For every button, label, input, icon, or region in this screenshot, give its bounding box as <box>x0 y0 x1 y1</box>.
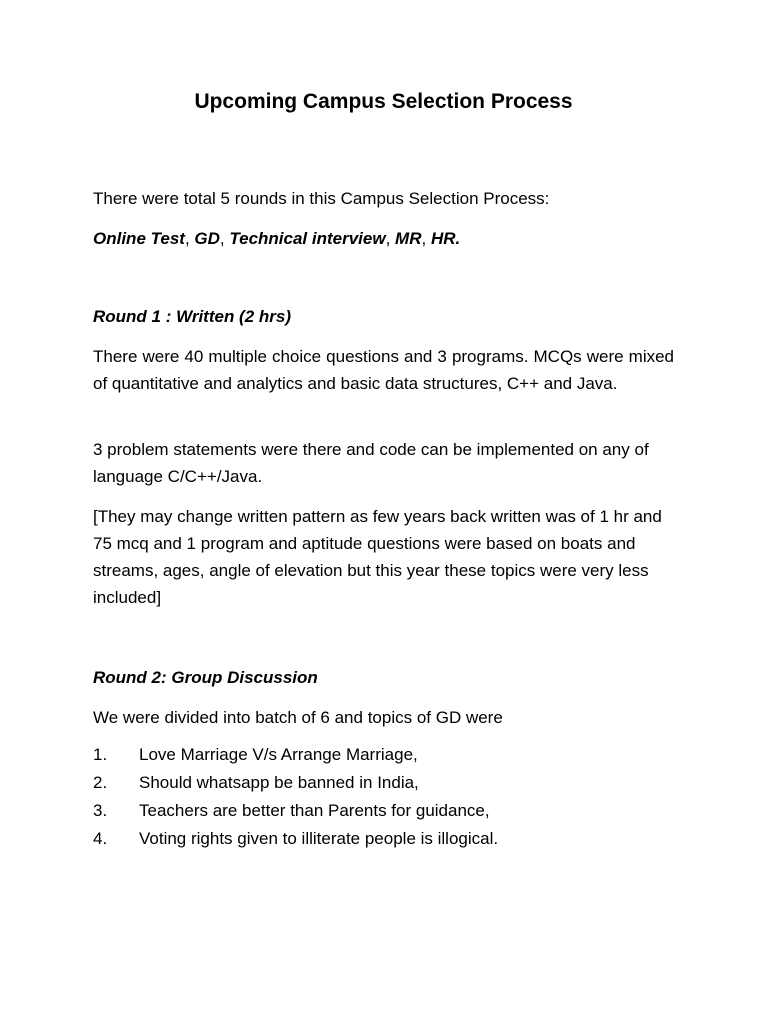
list-item <box>93 797 674 825</box>
intro-paragraph: There were total 5 rounds in this Campus Selection Process: <box>93 189 550 208</box>
list-number: 2. <box>93 773 108 792</box>
list-item <box>93 769 674 797</box>
list-item <box>93 741 674 769</box>
round1-note: [They may change written pattern as few years back written was of 1 hr and 75 mcq and 1 program and aptitude questions were based on boats and streams, ages, angle of elevation but this year these topics were very less included] <box>93 507 662 607</box>
round1-problems: 3 problem statements were there and code can be implemented on any of language C/C++/Java. <box>93 440 649 486</box>
round1-description: There were 40 multiple choice questions and 3 programs. MCQs were mixed of quantitative and analytics and basic data structures, C++ and Java. <box>93 347 674 393</box>
round-name-hr: HR <box>430 229 456 248</box>
round-name-gd: GD <box>194 229 220 248</box>
list-text: Love Marriage V/s Arrange Marriage, <box>139 745 418 764</box>
rounds-summary <box>93 225 674 252</box>
terminator: . <box>455 229 461 248</box>
round-name-online-test: Online Test <box>93 229 185 248</box>
separator: , <box>421 229 431 248</box>
list-text: Should whatsapp be banned in India, <box>139 773 419 792</box>
separator: , <box>385 229 396 248</box>
round-name-technical-interview: Technical interview <box>229 229 386 248</box>
list-number: 4. <box>93 829 108 848</box>
list-item <box>93 825 674 853</box>
separator: , <box>184 229 195 248</box>
list-text: Voting rights given to illiterate people is illogical. <box>139 829 499 848</box>
round-name-mr: MR <box>395 229 422 248</box>
separator: , <box>219 229 230 248</box>
list-text: Teachers are better than Parents for guidance, <box>139 801 490 820</box>
document-title: Upcoming Campus Selection Process <box>194 90 573 113</box>
round1-heading: Round 1 : Written (2 hrs) <box>93 307 292 326</box>
gd-topics-list <box>93 741 674 853</box>
list-number: 1. <box>93 745 108 764</box>
round2-intro: We were divided into batch of 6 and topics of GD were <box>93 708 503 727</box>
list-number: 3. <box>93 801 108 820</box>
document-page <box>93 0 674 1024</box>
round2-heading: Round 2: Group Discussion <box>93 668 318 687</box>
